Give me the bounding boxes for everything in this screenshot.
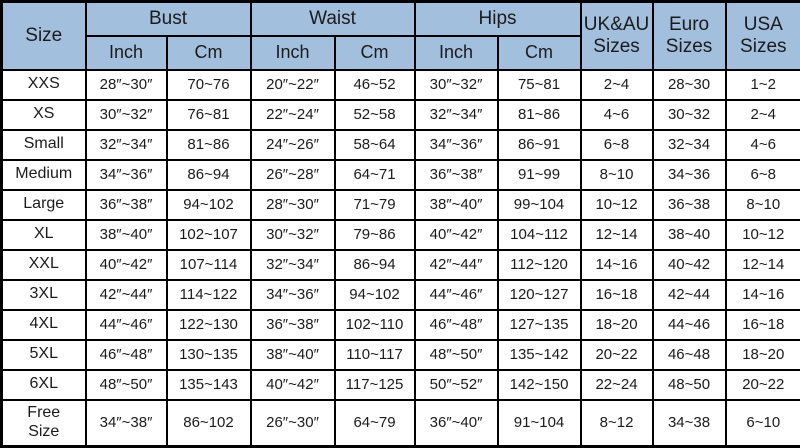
cell-hips_cm: 135~142	[498, 340, 581, 370]
header-hips: Hips	[415, 2, 581, 36]
table-row	[2, 130, 800, 160]
cell-usa: 18~20	[726, 340, 800, 370]
cell-bust_inch: 42″~44″	[86, 280, 167, 310]
cell-waist_inch: 26″~30″	[251, 400, 335, 447]
cell-ukau: 2~4	[581, 70, 653, 100]
cell-size: XXL	[2, 250, 86, 280]
cell-waist_cm: 71~79	[335, 190, 415, 220]
subheader-bust_cm: Cm	[167, 36, 251, 70]
cell-hips_inch: 32″~34″	[415, 100, 498, 130]
header-size: Size	[2, 2, 86, 70]
cell-hips_cm: 104~112	[498, 220, 581, 250]
cell-bust_cm: 94~102	[167, 190, 251, 220]
cell-hips_cm: 142~150	[498, 370, 581, 400]
cell-size: 3XL	[2, 280, 86, 310]
cell-usa: 1~2	[726, 70, 800, 100]
cell-ukau: 22~24	[581, 370, 653, 400]
cell-usa: 4~6	[726, 130, 800, 160]
cell-euro: 28~30	[653, 70, 726, 100]
cell-usa: 2~4	[726, 100, 800, 130]
cell-size: Large	[2, 190, 86, 220]
cell-size: XL	[2, 220, 86, 250]
cell-size: 5XL	[2, 340, 86, 370]
cell-hips_inch: 48″~50″	[415, 340, 498, 370]
cell-hips_inch: 38″~40″	[415, 190, 498, 220]
cell-bust_inch: 46″~48″	[86, 340, 167, 370]
subheader-waist_cm: Cm	[335, 36, 415, 70]
cell-bust_inch: 48″~50″	[86, 370, 167, 400]
subheader-hips_cm: Cm	[498, 36, 581, 70]
cell-waist_cm: 79~86	[335, 220, 415, 250]
table-header	[2, 2, 800, 70]
cell-size: 4XL	[2, 310, 86, 340]
table-row	[2, 220, 800, 250]
cell-euro: 34~36	[653, 160, 726, 190]
table-row	[2, 340, 800, 370]
cell-hips_inch: 50″~52″	[415, 370, 498, 400]
cell-hips_cm: 81~86	[498, 100, 581, 130]
cell-usa: 6~10	[726, 400, 800, 447]
cell-usa: 14~16	[726, 280, 800, 310]
table-row	[2, 190, 800, 220]
cell-usa: 20~22	[726, 370, 800, 400]
cell-waist_inch: 24″~26″	[251, 130, 335, 160]
table-row	[2, 280, 800, 310]
cell-bust_cm: 107~114	[167, 250, 251, 280]
subheader-waist_inch: Inch	[251, 36, 335, 70]
cell-usa: 10~12	[726, 220, 800, 250]
table-row	[2, 370, 800, 400]
cell-ukau: 14~16	[581, 250, 653, 280]
cell-waist_cm: 52~58	[335, 100, 415, 130]
cell-waist_inch: 34″~36″	[251, 280, 335, 310]
cell-hips_inch: 46″~48″	[415, 310, 498, 340]
cell-bust_inch: 34″~38″	[86, 400, 167, 447]
cell-euro: 48~50	[653, 370, 726, 400]
cell-waist_inch: 38″~40″	[251, 340, 335, 370]
cell-bust_cm: 130~135	[167, 340, 251, 370]
cell-usa: 6~8	[726, 160, 800, 190]
cell-euro: 40~42	[653, 250, 726, 280]
cell-bust_cm: 76~81	[167, 100, 251, 130]
cell-hips_inch: 36″~40″	[415, 400, 498, 447]
cell-waist_inch: 20″~22″	[251, 70, 335, 100]
cell-bust_cm: 102~107	[167, 220, 251, 250]
cell-hips_inch: 44″~46″	[415, 280, 498, 310]
cell-ukau: 20~22	[581, 340, 653, 370]
cell-waist_cm: 117~125	[335, 370, 415, 400]
cell-usa: 8~10	[726, 190, 800, 220]
cell-waist_cm: 102~110	[335, 310, 415, 340]
cell-waist_cm: 110~117	[335, 340, 415, 370]
header-usa: USA Sizes	[726, 2, 800, 70]
table-body	[2, 70, 800, 447]
cell-hips_cm: 75~81	[498, 70, 581, 100]
cell-ukau: 6~8	[581, 130, 653, 160]
cell-waist_inch: 30″~32″	[251, 220, 335, 250]
cell-waist_cm: 46~52	[335, 70, 415, 100]
cell-hips_cm: 86~91	[498, 130, 581, 160]
cell-bust_inch: 34″~36″	[86, 160, 167, 190]
cell-euro: 42~44	[653, 280, 726, 310]
table-row	[2, 70, 800, 100]
cell-waist_inch: 28″~30″	[251, 190, 335, 220]
cell-waist_cm: 94~102	[335, 280, 415, 310]
cell-size: 6XL	[2, 370, 86, 400]
cell-bust_inch: 30″~32″	[86, 100, 167, 130]
cell-ukau: 16~18	[581, 280, 653, 310]
cell-bust_inch: 32″~34″	[86, 130, 167, 160]
header-waist: Waist	[251, 2, 415, 36]
cell-bust_inch: 28″~30″	[86, 70, 167, 100]
cell-ukau: 10~12	[581, 190, 653, 220]
cell-bust_inch: 36″~38″	[86, 190, 167, 220]
cell-bust_inch: 38″~40″	[86, 220, 167, 250]
cell-bust_cm: 86~94	[167, 160, 251, 190]
cell-waist_inch: 40″~42″	[251, 370, 335, 400]
table-row	[2, 160, 800, 190]
cell-hips_inch: 30″~32″	[415, 70, 498, 100]
cell-usa: 12~14	[726, 250, 800, 280]
cell-ukau: 18~20	[581, 310, 653, 340]
cell-euro: 36~38	[653, 190, 726, 220]
header-ukau: UK&AU Sizes	[581, 2, 653, 70]
table-row	[2, 400, 800, 447]
subheader-bust_inch: Inch	[86, 36, 167, 70]
cell-size: XXS	[2, 70, 86, 100]
cell-size: Medium	[2, 160, 86, 190]
cell-bust_cm: 114~122	[167, 280, 251, 310]
cell-hips_cm: 91~104	[498, 400, 581, 447]
cell-bust_cm: 81~86	[167, 130, 251, 160]
cell-hips_inch: 42″~44″	[415, 250, 498, 280]
cell-waist_cm: 58~64	[335, 130, 415, 160]
cell-ukau: 12~14	[581, 220, 653, 250]
table-row	[2, 310, 800, 340]
cell-bust_cm: 86~102	[167, 400, 251, 447]
cell-hips_cm: 91~99	[498, 160, 581, 190]
cell-usa: 16~18	[726, 310, 800, 340]
cell-bust_cm: 70~76	[167, 70, 251, 100]
cell-waist_inch: 32″~34″	[251, 250, 335, 280]
cell-waist_inch: 22″~24″	[251, 100, 335, 130]
header-group-row	[2, 2, 800, 36]
table-row	[2, 250, 800, 280]
cell-hips_inch: 34″~36″	[415, 130, 498, 160]
subheader-hips_inch: Inch	[415, 36, 498, 70]
cell-waist_inch: 26″~28″	[251, 160, 335, 190]
cell-euro: 30~32	[653, 100, 726, 130]
cell-euro: 44~46	[653, 310, 726, 340]
cell-hips_cm: 120~127	[498, 280, 581, 310]
cell-euro: 34~38	[653, 400, 726, 447]
header-euro: Euro Sizes	[653, 2, 726, 70]
cell-ukau: 8~12	[581, 400, 653, 447]
cell-hips_inch: 40″~42″	[415, 220, 498, 250]
cell-euro: 38~40	[653, 220, 726, 250]
cell-hips_cm: 112~120	[498, 250, 581, 280]
cell-hips_inch: 36″~38″	[415, 160, 498, 190]
cell-waist_cm: 64~71	[335, 160, 415, 190]
cell-waist_cm: 86~94	[335, 250, 415, 280]
cell-euro: 46~48	[653, 340, 726, 370]
table-row	[2, 100, 800, 130]
cell-size: Free Size	[2, 400, 86, 447]
cell-bust_inch: 44″~46″	[86, 310, 167, 340]
cell-waist_inch: 36″~38″	[251, 310, 335, 340]
cell-size: Small	[2, 130, 86, 160]
cell-ukau: 8~10	[581, 160, 653, 190]
cell-waist_cm: 64~79	[335, 400, 415, 447]
cell-bust_cm: 122~130	[167, 310, 251, 340]
cell-hips_cm: 99~104	[498, 190, 581, 220]
cell-euro: 32~34	[653, 130, 726, 160]
cell-hips_cm: 127~135	[498, 310, 581, 340]
cell-bust_inch: 40″~42″	[86, 250, 167, 280]
cell-bust_cm: 135~143	[167, 370, 251, 400]
cell-size: XS	[2, 100, 86, 130]
cell-ukau: 4~6	[581, 100, 653, 130]
header-bust: Bust	[86, 2, 251, 36]
